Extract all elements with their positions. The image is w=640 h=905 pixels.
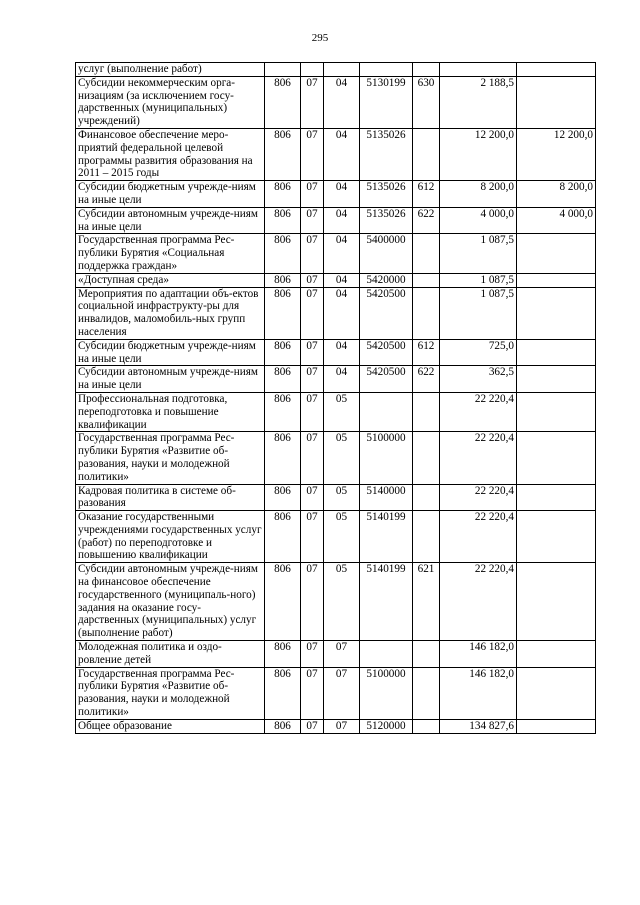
amount-total: 725,0 (440, 339, 517, 366)
row-name: Государственная программа Рес-публики Бурятия «Развитие об-разования, науки и молодежной политики» (76, 667, 265, 719)
row-name: Субсидии некоммерческим орга-низациям (за исключением госу-дарственных (муниципальных) учреждений) (76, 76, 265, 128)
target-article-code: 5140199 (360, 563, 413, 641)
row-name: Оказание государственными учреждениями государственных услуг (работ) по переподготовке и повышению квалификации (76, 511, 265, 563)
section-code: 07 (301, 484, 324, 511)
expense-type-code: 612 (413, 181, 440, 208)
target-article-code (360, 63, 413, 77)
row-name: Субсидии автономным учрежде-ниям на финансовое обеспечение государственного (муниципаль-ного) задания на оказание госу-дарственных (муниципальных) услуг (выполнение работ) (76, 563, 265, 641)
table-row (76, 563, 596, 641)
section-code (301, 63, 324, 77)
amount-total: 1 087,5 (440, 234, 517, 273)
expense-type-code (413, 128, 440, 180)
amount-federal (517, 63, 596, 77)
section-code: 07 (301, 273, 324, 287)
section-code: 07 (301, 511, 324, 563)
grbs-code: 806 (265, 392, 301, 431)
grbs-code: 806 (265, 667, 301, 719)
table-row (76, 207, 596, 234)
section-code: 07 (301, 667, 324, 719)
target-article-code: 5140199 (360, 511, 413, 563)
amount-federal (517, 511, 596, 563)
amount-federal (517, 641, 596, 668)
grbs-code: 806 (265, 128, 301, 180)
expense-type-code (413, 287, 440, 339)
section-code: 07 (301, 76, 324, 128)
amount-federal: 8 200,0 (517, 181, 596, 208)
subsection-code: 05 (324, 511, 360, 563)
expense-type-code (413, 234, 440, 273)
amount-federal: 4 000,0 (517, 207, 596, 234)
amount-federal (517, 563, 596, 641)
expense-type-code: 630 (413, 76, 440, 128)
expense-type-code (413, 432, 440, 484)
subsection-code: 04 (324, 366, 360, 393)
row-name: услуг (выполнение работ) (76, 63, 265, 77)
target-article-code (360, 641, 413, 668)
amount-total: 146 182,0 (440, 667, 517, 719)
target-article-code: 5400000 (360, 234, 413, 273)
amount-federal (517, 667, 596, 719)
amount-federal (517, 366, 596, 393)
expense-type-code: 612 (413, 339, 440, 366)
amount-total: 362,5 (440, 366, 517, 393)
subsection-code: 04 (324, 273, 360, 287)
expense-type-code (413, 641, 440, 668)
grbs-code: 806 (265, 207, 301, 234)
expense-type-code (413, 273, 440, 287)
expense-type-code (413, 63, 440, 77)
expense-type-code (413, 511, 440, 563)
amount-total: 4 000,0 (440, 207, 517, 234)
section-code: 07 (301, 287, 324, 339)
subsection-code: 04 (324, 128, 360, 180)
target-article-code: 5140000 (360, 484, 413, 511)
amount-federal (517, 719, 596, 733)
subsection-code: 04 (324, 181, 360, 208)
row-name: «Доступная среда» (76, 273, 265, 287)
subsection-code: 07 (324, 667, 360, 719)
target-article-code: 5135026 (360, 207, 413, 234)
section-code: 07 (301, 128, 324, 180)
amount-total: 22 220,4 (440, 511, 517, 563)
target-article-code: 5420500 (360, 287, 413, 339)
row-name: Субсидии автономным учрежде-ниям на иные цели (76, 366, 265, 393)
amount-total: 2 188,5 (440, 76, 517, 128)
row-name: Кадровая политика в системе об-разования (76, 484, 265, 511)
grbs-code: 806 (265, 366, 301, 393)
grbs-code: 806 (265, 339, 301, 366)
amount-total: 146 182,0 (440, 641, 517, 668)
target-article-code: 5130199 (360, 76, 413, 128)
expense-type-code (413, 484, 440, 511)
subsection-code: 04 (324, 287, 360, 339)
amount-total: 1 087,5 (440, 287, 517, 339)
amount-federal (517, 432, 596, 484)
row-name: Финансовое обеспечение меро-приятий федеральной целевой программы развития образования на 2011 – 2015 годы (76, 128, 265, 180)
target-article-code: 5120000 (360, 719, 413, 733)
table-row (76, 641, 596, 668)
grbs-code: 806 (265, 641, 301, 668)
row-name: Профессиональная подготовка, переподготовка и повышение квалификации (76, 392, 265, 431)
expense-type-code (413, 719, 440, 733)
subsection-code: 04 (324, 339, 360, 366)
amount-total: 22 220,4 (440, 484, 517, 511)
row-name: Субсидии автономным учрежде-ниям на иные цели (76, 207, 265, 234)
amount-federal (517, 76, 596, 128)
section-code: 07 (301, 563, 324, 641)
grbs-code (265, 63, 301, 77)
grbs-code: 806 (265, 563, 301, 641)
section-code: 07 (301, 392, 324, 431)
table-row (76, 339, 596, 366)
table-row (76, 366, 596, 393)
grbs-code: 806 (265, 181, 301, 208)
subsection-code: 07 (324, 641, 360, 668)
section-code: 07 (301, 234, 324, 273)
table-row (76, 432, 596, 484)
subsection-code: 05 (324, 392, 360, 431)
target-article-code: 5135026 (360, 128, 413, 180)
target-article-code: 5100000 (360, 432, 413, 484)
amount-total: 22 220,4 (440, 392, 517, 431)
grbs-code: 806 (265, 287, 301, 339)
subsection-code: 05 (324, 484, 360, 511)
amount-federal (517, 392, 596, 431)
expense-type-code: 622 (413, 207, 440, 234)
page-number: 295 (311, 32, 329, 44)
target-article-code: 5135026 (360, 181, 413, 208)
subsection-code: 05 (324, 563, 360, 641)
amount-federal (517, 339, 596, 366)
table-row (76, 76, 596, 128)
amount-federal: 12 200,0 (517, 128, 596, 180)
row-name: Молодежная политика и оздо-ровление детей (76, 641, 265, 668)
budget-table (75, 62, 596, 734)
grbs-code: 806 (265, 719, 301, 733)
section-code: 07 (301, 366, 324, 393)
grbs-code: 806 (265, 273, 301, 287)
row-name: Мероприятия по адаптации объ-ектов социальной инфраструкту-ры для инвалидов, маломобиль-ных групп населения (76, 287, 265, 339)
grbs-code: 806 (265, 511, 301, 563)
row-name: Субсидии бюджетным учрежде-ниям на иные цели (76, 339, 265, 366)
amount-total: 22 220,4 (440, 563, 517, 641)
section-code: 07 (301, 207, 324, 234)
section-code: 07 (301, 719, 324, 733)
amount-federal (517, 287, 596, 339)
target-article-code: 5420500 (360, 366, 413, 393)
expense-type-code: 622 (413, 366, 440, 393)
amount-federal (517, 273, 596, 287)
section-code: 07 (301, 641, 324, 668)
table-row (76, 511, 596, 563)
amount-federal (517, 234, 596, 273)
subsection-code: 05 (324, 432, 360, 484)
grbs-code: 806 (265, 484, 301, 511)
subsection-code: 04 (324, 207, 360, 234)
table-row (76, 273, 596, 287)
grbs-code: 806 (265, 432, 301, 484)
table-row (76, 128, 596, 180)
amount-total: 1 087,5 (440, 273, 517, 287)
amount-total (440, 63, 517, 77)
section-code: 07 (301, 432, 324, 484)
row-name: Субсидии бюджетным учрежде-ниям на иные цели (76, 181, 265, 208)
section-code: 07 (301, 181, 324, 208)
table-row (76, 667, 596, 719)
grbs-code: 806 (265, 76, 301, 128)
subsection-code (324, 63, 360, 77)
amount-total: 22 220,4 (440, 432, 517, 484)
amount-total: 134 827,6 (440, 719, 517, 733)
target-article-code (360, 392, 413, 431)
row-name: Государственная программа Рес-публики Бурятия «Развитие об-разования, науки и молодежной политики» (76, 432, 265, 484)
section-code: 07 (301, 339, 324, 366)
table-row (76, 234, 596, 273)
grbs-code: 806 (265, 234, 301, 273)
amount-total: 8 200,0 (440, 181, 517, 208)
subsection-code: 04 (324, 76, 360, 128)
table-row (76, 392, 596, 431)
table-row (76, 63, 596, 77)
table-row (76, 719, 596, 733)
amount-total: 12 200,0 (440, 128, 517, 180)
expense-type-code: 621 (413, 563, 440, 641)
table-row (76, 287, 596, 339)
row-name: Общее образование (76, 719, 265, 733)
subsection-code: 04 (324, 234, 360, 273)
target-article-code: 5420000 (360, 273, 413, 287)
table-row (76, 181, 596, 208)
target-article-code: 5420500 (360, 339, 413, 366)
target-article-code: 5100000 (360, 667, 413, 719)
table-row (76, 484, 596, 511)
expense-type-code (413, 667, 440, 719)
expense-type-code (413, 392, 440, 431)
subsection-code: 07 (324, 719, 360, 733)
row-name: Государственная программа Рес-публики Бурятия «Социальная поддержка граждан» (76, 234, 265, 273)
amount-federal (517, 484, 596, 511)
